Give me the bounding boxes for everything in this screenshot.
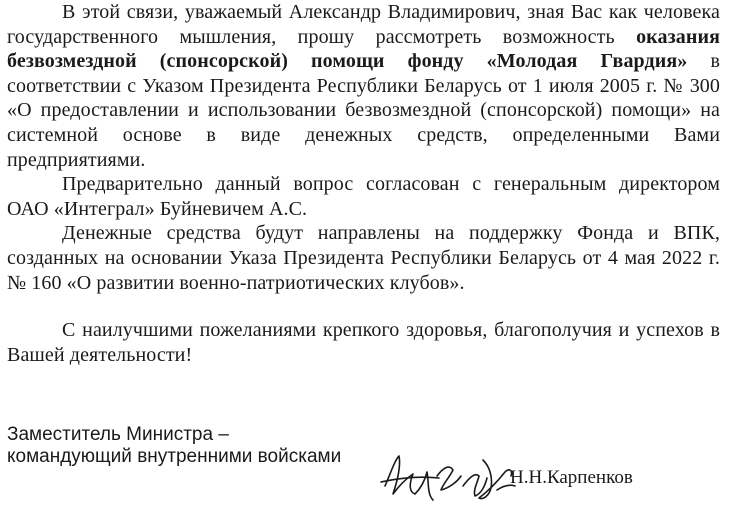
- paragraph-agreement: Предварительно данный вопрос согласован с генеральным директором ОАО «Интеграл» Буйневичем А.С.: [7, 173, 720, 220]
- paragraph-request: [7, 0, 720, 172]
- signature-block: [7, 424, 727, 514]
- signatory-name: Н.Н.Карпенков: [510, 467, 633, 488]
- paragraph-wishes: С наилучшими пожеланиями крепкого здоровья, благополучия и успехов в Вашей деятельности!: [7, 319, 720, 366]
- paragraph-request-bold: оказания безвозмездной (спонсорской) помощи фонду «Молодая Гвардия»: [7, 25, 720, 73]
- letter-body: [7, 0, 720, 367]
- handwritten-signature-icon: [379, 442, 529, 512]
- signatory-title-line-2: командующий внутренними войсками: [7, 446, 342, 467]
- paragraph-request-text-b: в соответствии с Указом Президента Республики Беларусь от 1 июля 2005 г. № 300 «О предоставлении и использовании безвозмездной (спонсорской) помощи» на системной основе в виде денежных средств, определенными Вами предприятиями.: [7, 50, 720, 171]
- paragraph-funds: Денежные средства будут направлены на поддержку Фонда и ВПК, созданных на основании Указа Президента Республики Беларусь от 4 мая 2022 г. № 160 «О развитии военно-патриотических клубов».: [7, 222, 720, 294]
- paragraph-request-text-a: В этой связи, уважаемый Александр Владимирович, зная Вас как человека государственного мышления, прошу рассмотреть возможность: [7, 1, 720, 48]
- signatory-title-line-1: Заместитель Министра –: [7, 424, 229, 445]
